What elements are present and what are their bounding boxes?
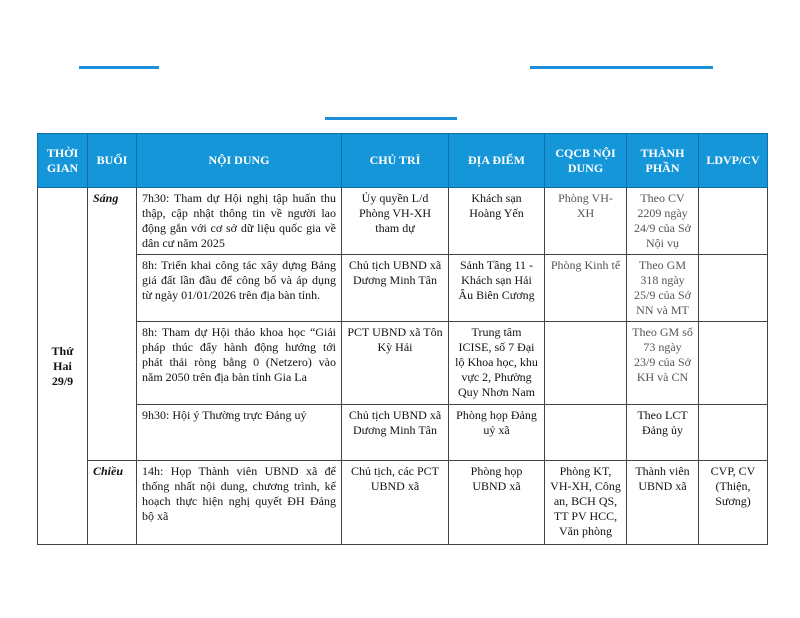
header-ldvp: LDVP/CV bbox=[699, 134, 768, 188]
schedule-table bbox=[37, 133, 768, 545]
header-location: ĐỊA ĐIỂM bbox=[449, 134, 545, 188]
header-content: NỘI DUNG bbox=[137, 134, 342, 188]
day-date: 29/9 bbox=[51, 373, 74, 388]
ldvp-cell bbox=[699, 255, 768, 322]
participants-cell: Thành viên UBND xã bbox=[627, 461, 699, 545]
header-left-bar bbox=[79, 66, 159, 69]
chair-cell: PCT UBND xã Tôn Kỳ Hải bbox=[342, 322, 449, 405]
participants-cell: Theo CV 2209 ngày 24/9 của Sở Nội vụ bbox=[627, 188, 699, 255]
location-cell: Khách sạn Hoàng Yến bbox=[449, 188, 545, 255]
chair-cell: Ủy quyền L/d Phòng VH-XH tham dự bbox=[342, 188, 449, 255]
chair-cell: Chủ tịch UBND xã Dương Minh Tân bbox=[342, 405, 449, 461]
header-row bbox=[38, 134, 768, 188]
chair-cell: Chủ tịch, các PCT UBND xã bbox=[342, 461, 449, 545]
ldvp-cell bbox=[699, 188, 768, 255]
content-cell: 9h30: Hội ý Thường trực Đảng uỷ bbox=[137, 405, 342, 461]
day-cell bbox=[38, 188, 88, 545]
prep-cell: Phòng KT, VH-XH, Công an, BCH QS, TT PV HCC, Văn phòng bbox=[545, 461, 627, 545]
table-row bbox=[38, 405, 768, 461]
location-cell: Phòng họp UBND xã bbox=[449, 461, 545, 545]
session-afternoon: Chiều bbox=[88, 461, 137, 545]
header-participants: THÀNH PHẦN bbox=[627, 134, 699, 188]
ldvp-cell bbox=[699, 405, 768, 461]
content-cell: 8h: Triển khai công tác xây dựng Bảng giá đất lần đầu để công bố và áp dụng từ ngày 01/01/2026 trên địa bàn tỉnh. bbox=[137, 255, 342, 322]
session-morning: Sáng bbox=[88, 188, 137, 461]
participants-cell: Theo GM số 73 ngày 23/9 của Sở KH và CN bbox=[627, 322, 699, 405]
ldvp-cell: CVP, CV (Thiện, Sương) bbox=[699, 461, 768, 545]
header-session: BUỔI bbox=[88, 134, 137, 188]
participants-cell: Theo LCT Đảng ủy bbox=[627, 405, 699, 461]
header-time: THỜI GIAN bbox=[38, 134, 88, 188]
table-row bbox=[38, 461, 768, 545]
location-cell: Phòng họp Đảng uỷ xã bbox=[449, 405, 545, 461]
chair-cell: Chủ tịch UBND xã Dương Minh Tân bbox=[342, 255, 449, 322]
content-cell: 7h30: Tham dự Hội nghị tập huấn thu thập, cập nhật thông tin về người lao động gắn với cơ sở dữ liệu quốc gia về dân cư năm 2025 bbox=[137, 188, 342, 255]
header-prep: CQCB NỘI DUNG bbox=[545, 134, 627, 188]
prep-cell bbox=[545, 322, 627, 405]
participants-cell: Theo GM 318 ngày 25/9 của Sở NN và MT bbox=[627, 255, 699, 322]
table-row bbox=[38, 255, 768, 322]
location-cell: Sảnh Tầng 11 - Khách sạn Hải Âu Biên Cương bbox=[449, 255, 545, 322]
prep-cell: Phòng VH-XH bbox=[545, 188, 627, 255]
table-row bbox=[38, 188, 768, 255]
day-name: Thứ Hai bbox=[51, 343, 74, 373]
prep-cell bbox=[545, 405, 627, 461]
title-underline-bar bbox=[325, 117, 457, 120]
ldvp-cell bbox=[699, 322, 768, 405]
content-cell: 14h: Họp Thành viên UBND xã để thống nhất nội dung, chương trình, kế hoạch thực hiện nghị quyết ĐH Đảng bộ xã bbox=[137, 461, 342, 545]
prep-cell: Phòng Kinh tế bbox=[545, 255, 627, 322]
table-row bbox=[38, 322, 768, 405]
header-right-bar bbox=[530, 66, 713, 69]
location-cell: Trung tâm ICISE, số 7 Đại lộ Khoa học, khu vực 2, Phường Quy Nhơn Nam bbox=[449, 322, 545, 405]
content-cell: 8h: Tham dự Hội thảo khoa học “Giải pháp thúc đẩy hành động hướng tới phát thải ròng bằng 0 (Netzero) vào năm 2050 trên địa bàn tỉnh Gia La bbox=[137, 322, 342, 405]
header-chair: CHỦ TRÌ bbox=[342, 134, 449, 188]
